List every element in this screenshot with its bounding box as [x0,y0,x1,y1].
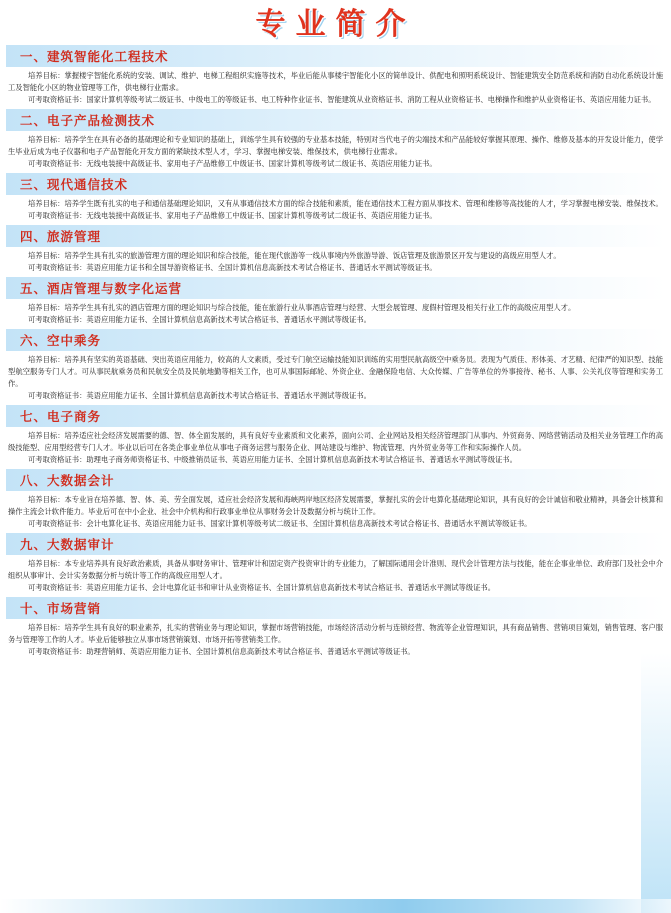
section-heading: 九、大数据审计 [6,533,665,555]
training-goal: 培养目标：本专业培养具有良好政治素质，具备从事财务审计、管理审计和固定资产投资审计的专业能力，了解国际通用会计准则、现代会计管理方法与技能，能在企事业单位、政府部门及社会中介组织从事审计、会计实务数据分析与统计等工作的高级应用型人才。 [8,559,663,580]
certificates: 可考取资格证书：英语应用能力证书、会计电算化证书和审计从业资格证书、全国计算机信息高新技术考试合格证书、普通话水平测试等级证书。 [28,583,495,592]
title-banner [0,0,671,42]
section-heading: 四、旅游管理 [6,225,665,247]
training-goal: 培养目标：培养学生在具有必备的基础理论和专业知识的基础上，训练学生具有较强的专业基本技能，特别对当代电子的尖端技术和产品能较好掌握其原理、操作、维修及基本的开发设计能力，使学生毕业后成为电子仪器和电子产品智能化开发方面的紧缺技术型人才，学习、掌握电梯安装、维保技术，供电梯行业需求。 [8,135,663,156]
section-heading: 二、电子产品检测技术 [6,109,665,131]
section-3 [0,173,671,222]
section-body [0,299,671,326]
training-goal: 培养目标：本专业旨在培养德、智、体、美、劳全面发展，适应社会经济发展和海峡两岸地区经济发展需要，掌握扎实的会计电算化基础理论知识，具有良好的会计诚信和敬业精神，具备会计核算和操作主流会计软件能力。毕业后可在中小企业、社会中介机构和行政事业单位从事财务会计及数据分析与统计工作。 [8,495,663,516]
section-heading: 六、空中乘务 [6,329,665,351]
section-body [0,195,671,222]
section-body [0,131,671,170]
certificates: 可考取资格证书：无线电装接中高级证书、家用电子产品维修工中级证书、国家计算机等级考试二级证书、英语应用能力证书。 [28,211,437,220]
section-body [0,67,671,106]
section-heading: 一、建筑智能化工程技术 [6,45,665,67]
section-9 [0,533,671,594]
certificates: 可考取资格证书：英语应用能力证书、全国计算机信息高新技术考试合格证书、普通话水平测试等级证书。 [28,391,371,400]
training-goal: 培养目标：培养适应社会经济发展需要的德、智、体全面发展的，具有良好专业素质和文化素养，面向公司、企业网站及相关经济管理部门从事内、外贸商务、网络营销活动及相关业务管理工作的高级技能型、应用型经营专门人才。毕业以后可在各类企事业单位从事电子商务运营与服务企业、网站建设与维护、物流管理、内外贸业务等工作和实际操作人员。 [8,431,663,452]
section-body [0,619,671,658]
certificates: 可考取资格证书：会计电算化证书、英语应用能力证书、国家计算机等级考试二级证书、全国计算机信息高新技术考试合格证书、普通话水平测试等级证书。 [28,519,532,528]
training-goal: 培养目标：培养具有坚实的英语基础、突出英语应用能力，较高的人文素质，受过专门航空运输技能知识训练的实用型民航高级空中乘务员。表现为气质佳、形体美、才艺精、纪律严的知识型、技能型航空服务专门人才。可从事民航乘务员和民航安全员及民航地勤等相关工作，也可从事国际邮轮、外资企业、金融保险电信、大众传媒、广告等单位的外事接待、秘书、人事、公关礼仪等管理和实务工作。 [8,355,663,388]
section-heading: 十、市场营销 [6,597,665,619]
section-body [0,351,671,402]
section-8 [0,469,671,530]
certificates: 可考取资格证书：助理电子商务师资格证书、中级推销员证书、英语应用能力证书、全国计算机信息高新技术考试合格证书、普通话水平测试等级证书。 [28,455,517,464]
section-body [0,247,671,274]
section-body [0,491,671,530]
bottom-wave-decoration [0,899,671,913]
section-5 [0,277,671,326]
section-heading: 八、大数据会计 [6,469,665,491]
corner-decoration [641,653,671,913]
section-heading: 七、电子商务 [6,405,665,427]
section-2 [0,109,671,170]
training-goal: 培养目标：培养学生既有扎实的电子和通信基础理论知识，又有从事通信技术方面的综合技能和素质，能在通信技术工程方面从事技术、管理和维修等高技能的人才，学习掌握电梯安装、维保技术。 [28,199,663,208]
section-10 [0,597,671,658]
training-goal: 培养目标：培养学生具有良好的职业素养，扎实的营销业务与理论知识，掌握市场营销技能，市场经济活动分析与连锁经营、物流等企业管理知识，具有商品销售、营销项目策划，销售管理、客户服务与管理等工作的人才。毕业后能够独立从事市场营销策划、市场开拓等营销类工作。 [8,623,663,644]
training-goal: 培养目标：掌握楼宇智能化系统的安装、调试、维护、电梯工程组织实施等技术，毕业后能从事楼宇智能化小区的简单设计、供配电和照明系统设计、智能建筑安全防范系统和消防自动化系统设计施工及智能化小区的物业管理等工作，供电梯行业需求。 [8,71,663,92]
section-6 [0,329,671,402]
section-4 [0,225,671,274]
section-body [0,427,671,466]
certificates: 可考取资格证书：英语应用能力证书、全国计算机信息高新技术考试合格证书、普通话水平测试等级证书。 [28,315,371,324]
certificates: 可考取资格证书：无线电装接中高级证书、家用电子产品维修工中级证书、国家计算机等级考试二级证书、英语应用能力证书。 [28,159,437,168]
section-body [0,555,671,594]
section-7 [0,405,671,466]
certificates: 可考取资格证书：助理营销师、英语应用能力证书、全国计算机信息高新技术考试合格证书、普通话水平测试等级证书。 [28,647,415,656]
certificates: 可考取资格证书：国家计算机等级考试二级证书、中级电工的等级证书、电工特种作业证书、智能建筑从业资格证书、消防工程从业资格证书、电梯操作和维护从业资格证书、英语应用能力证书。 [28,95,656,104]
training-goal: 培养目标：培养学生具有扎实的酒店管理方面的理论知识与综合技能，能在旅游行业从事酒店管理与经营、大型会展管理、度假村管理及相关行业工作的高级应用型人才。 [28,303,576,312]
certificates: 可考取资格证书：英语应用能力证书和全国导游资格证书、全国计算机信息高新技术考试合格证书、普通话水平测试等级证书。 [28,263,437,272]
section-heading: 五、酒店管理与数字化运营 [6,277,665,299]
training-goal: 培养目标：培养学生具有扎实的旅游管理方面的理论知识和综合技能，能在现代旅游等一线从事境内外旅游导游、饭店管理及旅游景区开发与建设的高级应用型人才。 [28,251,561,260]
section-1 [0,45,671,106]
page-title: 专业简介 [255,7,416,42]
section-heading: 三、现代通信技术 [6,173,665,195]
